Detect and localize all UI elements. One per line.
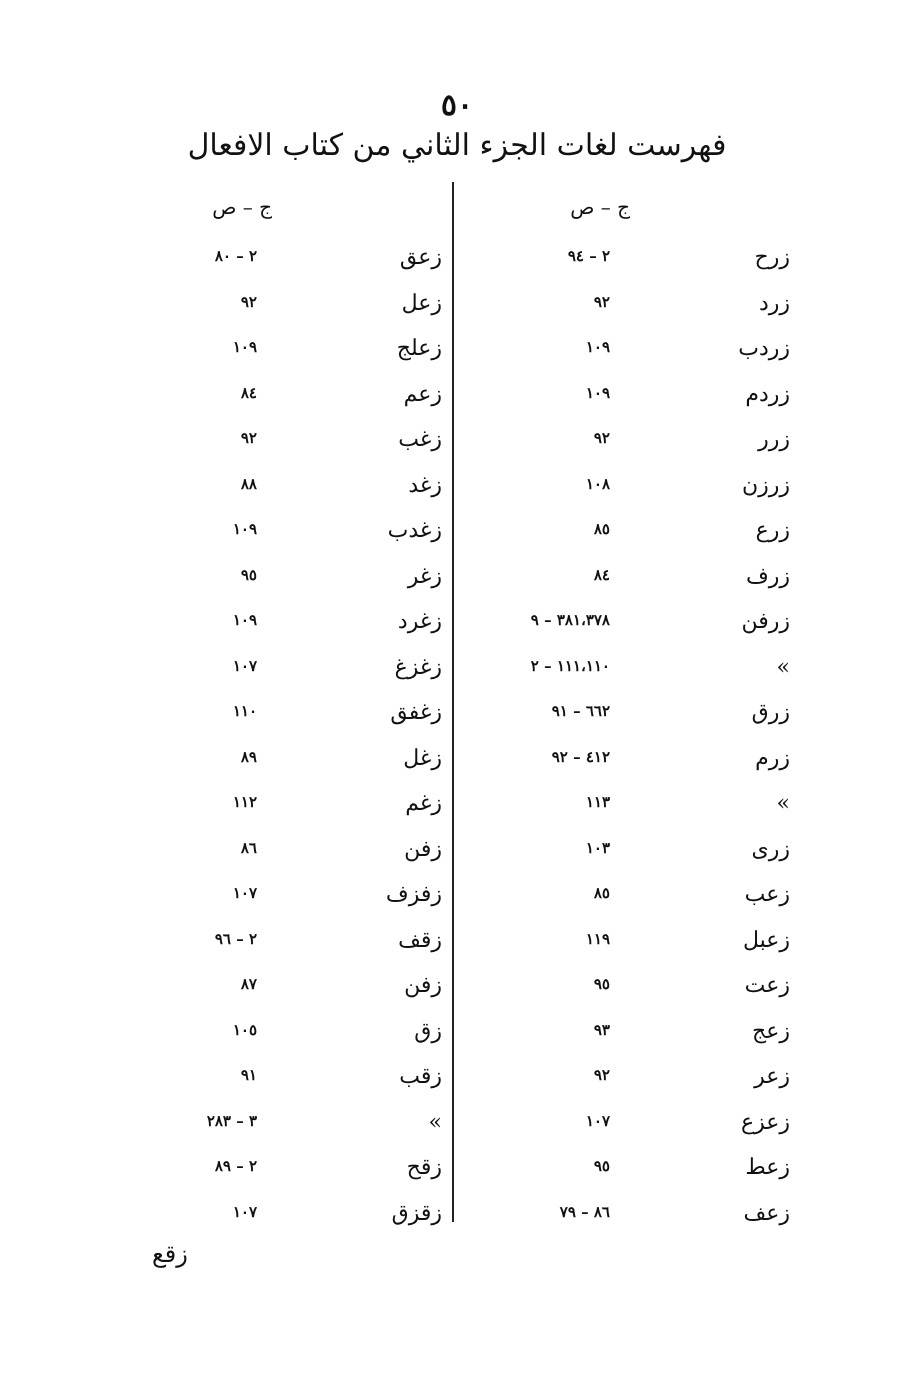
index-entry (180, 382, 442, 428)
index-entry (180, 928, 442, 974)
index-entry (470, 973, 790, 1019)
entry-word: زرزن (741, 472, 790, 498)
entry-word: زقف (398, 927, 442, 953)
entry-word: زفن (404, 973, 442, 998)
index-entry (470, 1110, 790, 1156)
entry-pages: ٨٨ (240, 474, 257, 493)
index-entry (180, 1064, 442, 1110)
index-entry (470, 609, 790, 655)
entry-word: زق (414, 1018, 442, 1044)
entry-pages: ٢ – ٩٤ (567, 247, 610, 265)
entry-pages: ١٠٧ (232, 656, 257, 675)
entry-pages: ٣ – ٢٨٣ (206, 1111, 257, 1130)
entry-word: زقح (406, 1155, 442, 1180)
entry-pages: ١٠٩ (585, 383, 610, 402)
entry-pages: ١٠٧ (232, 884, 257, 902)
entry-pages: ١٠٨ (585, 474, 610, 493)
entry-pages: ٢ – ٨٠ (214, 247, 257, 265)
entry-word: زرد (758, 290, 790, 316)
entry-word: » (776, 791, 790, 816)
entry-word: زفزف (385, 882, 442, 907)
index-entry (180, 1019, 442, 1065)
entry-word: زغد (408, 472, 442, 498)
index-entry (470, 245, 790, 291)
entry-pages: ٢ – ٩٦ (214, 929, 257, 948)
entry-word: زعت (744, 973, 790, 998)
entry-word: زقزق (391, 1200, 442, 1226)
index-entry (470, 1064, 790, 1110)
index-entry (180, 791, 442, 837)
entry-word: زفن (404, 836, 442, 862)
entry-pages: ٨٧ (240, 975, 257, 993)
column-header: ج – ص (212, 195, 272, 219)
entry-word: زرم (755, 745, 790, 771)
entry-pages: ١٠٧ (232, 1202, 257, 1221)
left-column-rows (180, 245, 442, 1246)
index-entry (470, 427, 790, 473)
index-entry (180, 1201, 442, 1247)
index-entry (180, 336, 442, 382)
entry-word: » (428, 1109, 442, 1135)
index-entry (470, 291, 790, 337)
entry-word: زعبل (742, 927, 790, 953)
column-divider (452, 182, 454, 1222)
entry-pages: ٨٤ (240, 383, 257, 402)
index-entry (470, 746, 790, 792)
index-entry (180, 245, 442, 291)
entry-word: زرح (754, 245, 790, 270)
index-entry (180, 291, 442, 337)
entry-pages: ٦٦٢ – ٩١ (551, 702, 610, 720)
index-entry (470, 655, 790, 701)
entry-word: زعف (743, 1200, 790, 1226)
entry-pages: ٩١ (240, 1066, 257, 1084)
entry-pages: ١١٢ (232, 793, 257, 811)
index-entry (180, 700, 442, 746)
entry-word: زغر (407, 563, 442, 589)
entry-pages: ٩٥ (593, 1157, 610, 1175)
index-entry (470, 336, 790, 382)
entry-word: زعم (403, 381, 442, 407)
entry-word: زعر (754, 1064, 790, 1089)
entry-pages: ١٠٣ (585, 838, 610, 857)
entry-word: زرفن (741, 609, 790, 634)
entry-pages: ٩٥ (593, 975, 610, 993)
entry-word: زعط (745, 1155, 790, 1180)
index-entry (470, 564, 790, 610)
index-entry (470, 518, 790, 564)
index-entry (470, 882, 790, 928)
index-entry (470, 473, 790, 519)
entry-pages: ٩٢ (593, 429, 610, 447)
right-column-rows (470, 245, 790, 1246)
entry-word: زعل (401, 290, 442, 316)
entry-word: زرر (758, 427, 790, 452)
entry-word: زقب (399, 1064, 442, 1089)
index-entry (180, 1110, 442, 1156)
entry-word: زغزغ (394, 654, 442, 680)
entry-pages: ١١٠ (232, 702, 257, 720)
entry-word: زغب (398, 427, 442, 452)
entry-pages: ٢ – ٨٩ (214, 1157, 257, 1175)
entry-pages: ٩٢ (593, 292, 610, 311)
index-entry (470, 382, 790, 428)
entry-pages: ١١١،١١٠ – ٢ (530, 656, 610, 675)
index-entry (470, 837, 790, 883)
entry-word: زغدب (387, 518, 442, 543)
index-entry (180, 973, 442, 1019)
page-number: ٥٠ (440, 88, 474, 123)
entry-pages: ٩٢ (593, 1066, 610, 1084)
entry-pages: ٩٣ (593, 1020, 610, 1039)
index-entry (470, 928, 790, 974)
column-header: ج – ص (570, 195, 630, 219)
page-title: فهرست لغات الجزء الثاني من كتاب الافعال (187, 128, 727, 163)
entry-pages: ٩٢ (240, 429, 257, 447)
catchword: زقع (152, 1240, 188, 1268)
entry-pages: ٨٩ (240, 747, 257, 766)
entry-pages: ٨٦ (240, 838, 257, 857)
index-entry (470, 1019, 790, 1065)
entry-word: زرق (751, 700, 790, 725)
index-entry (180, 837, 442, 883)
entry-word: زعب (744, 882, 790, 907)
entry-pages: ٣٨١،٣٧٨ – ٩ (530, 611, 610, 629)
entry-pages: ٨٥ (593, 884, 610, 902)
index-entry (470, 1201, 790, 1247)
index-entry (180, 609, 442, 655)
index-entry (180, 473, 442, 519)
entry-pages: ٩٢ (240, 292, 257, 311)
entry-word: » (776, 654, 790, 680)
index-entry (180, 882, 442, 928)
entry-pages: ٩٥ (240, 565, 257, 584)
entry-pages: ١١٩ (585, 929, 610, 948)
index-entry (180, 746, 442, 792)
entry-pages: ١٠٩ (232, 338, 257, 356)
entry-pages: ٤١٢ – ٩٢ (551, 747, 610, 766)
entry-word: زرع (755, 518, 790, 543)
entry-pages: ١٠٩ (232, 520, 257, 538)
entry-word: زردم (745, 381, 790, 407)
entry-word: زرى (751, 836, 790, 862)
entry-pages: ٨٦ – ٧٩ (559, 1202, 610, 1221)
index-entry (470, 1155, 790, 1201)
entry-word: زردب (738, 336, 790, 361)
index-entry (180, 1155, 442, 1201)
index-entry (180, 655, 442, 701)
entry-word: زغل (403, 745, 442, 771)
entry-word: زغرد (397, 609, 442, 634)
entry-pages: ٨٥ (593, 520, 610, 538)
entry-word: زغم (405, 791, 442, 816)
entry-word: زرف (745, 563, 790, 589)
index-entry (180, 518, 442, 564)
entry-word: زغفق (390, 700, 442, 725)
entry-pages: ١٠٥ (232, 1020, 257, 1039)
entry-word: زعج (752, 1018, 790, 1044)
entry-pages: ١٠٧ (585, 1111, 610, 1130)
entry-pages: ١٠٩ (232, 611, 257, 629)
index-entry (180, 427, 442, 473)
index-entry (470, 791, 790, 837)
entry-word: زعق (399, 245, 442, 270)
entry-word: زعزع (740, 1109, 790, 1135)
entry-pages: ٨٤ (593, 565, 610, 584)
index-entry (180, 564, 442, 610)
entry-pages: ١٠٩ (585, 338, 610, 356)
index-entry (470, 700, 790, 746)
entry-word: زعلج (396, 336, 442, 361)
entry-pages: ١١٣ (585, 793, 610, 811)
